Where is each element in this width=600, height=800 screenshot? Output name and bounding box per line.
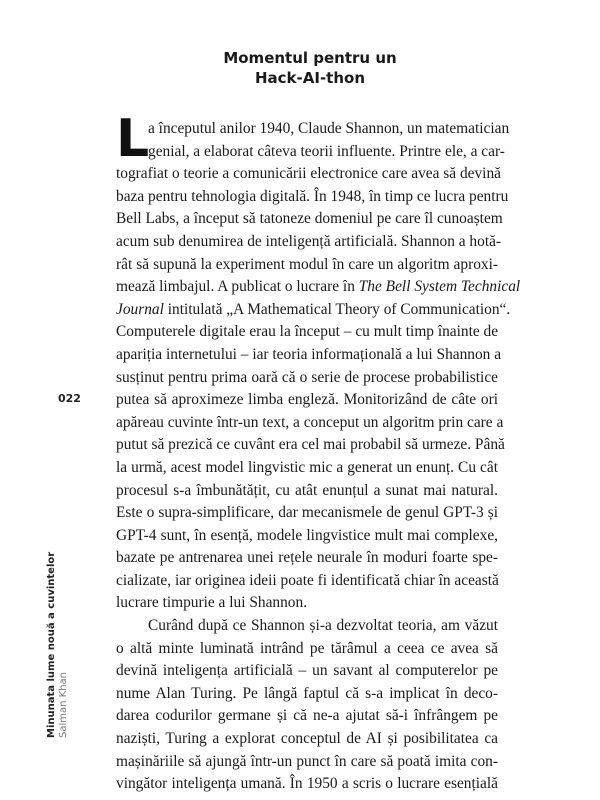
text-line-with-citation (116, 299, 511, 322)
text-line: cializate, iar originea ideii poate fi identificată chiar în această (116, 571, 499, 589)
text-fragment: intitulată „A Mathematical Theory of Communication“. (163, 300, 511, 318)
text-line: o altă minte luminată intrând pe tărâmul a ceea ce avea să (116, 639, 498, 657)
text-line: devină inteligența artificială – un savant al computerelor pe (116, 662, 498, 680)
journal-title-italic: The Bell System Technical (358, 278, 521, 296)
text-line: putea să aproximeze limba engleză. Monitorizând de câte ori (116, 391, 498, 409)
text-line: la urmă, acest model lingvistic mic a generat un enunț. Cu cât (116, 458, 498, 476)
text-line: apariția internetului – iar teoria informațională a lui Shannon a (116, 345, 502, 363)
text-line: Bell Labs, a început să tatoneze domeniul pe care îl cunoaștem (116, 210, 503, 228)
text-fragment: mează limbajul. A publicat o lucrare în (116, 278, 359, 296)
author-name: Salman Khan (58, 671, 69, 738)
text-line: GPT-4 sunt, în esență, modele lingvistice mult mai complexe, (116, 526, 498, 544)
text-line: susținut pentru prima oară că o serie de procese probabilistice (116, 368, 498, 386)
chapter-title (160, 48, 460, 88)
text-line-with-citation (116, 276, 521, 299)
text-line: mașinăriile să ajungă într-un punct în care să poată imita con- (116, 752, 498, 770)
text-line: Este o supra-simplificare, dar mecanismele de genul GPT-3 și (116, 504, 498, 522)
chapter-title-line-1: Momentul pentru un (223, 49, 397, 67)
text-line: vingător inteligența umană. În 1950 a scris o lucrare esențială (116, 775, 498, 793)
text-line: a începutul anilor 1940, Claude Shannon, un matematician (148, 120, 510, 137)
drop-cap: L (116, 109, 150, 169)
running-footer (46, 552, 70, 738)
text-line: apăreau cuvinte într-un text, a conceput un algoritm prin care a (116, 413, 504, 431)
text-line: bazate pe antrenarea unei rețele neurale în moduri foarte spe- (116, 549, 498, 567)
text-line: Curând după ce Shannon și-a dezvoltat teoria, am văzut (148, 617, 498, 635)
chapter-title-line-2: Hack-AI-thon (254, 69, 366, 87)
text-line: genial, a elaborat câteva teorii influente. Printre ele, a car- (148, 142, 505, 160)
text-line: rât să supună la experiment modul în care un algoritm aproxi- (116, 255, 498, 273)
text-line: acum sub denumirea de inteligență artificială. Shannon a hotă- (116, 232, 502, 250)
text-line: lucrare timpurie a lui Shannon. (116, 594, 308, 612)
page-number: 022 (58, 392, 81, 405)
text-line: putut să prezică ce cuvânt era cel mai probabil să urmeze. Până (116, 436, 505, 454)
text-line: Computerele digitale erau la început – cu mult timp înainte de (116, 323, 499, 341)
book-title: Minunata lume nouă a cuvintelor (46, 551, 57, 738)
text-line: tografiat o teorie a comunicării electronice care avea să devină (116, 165, 501, 183)
text-line: procesul s-a îmbunătățit, cu atât enunțul a sunat mai natural. (116, 481, 498, 499)
text-line: nume Alan Turing. Pe lângă faptul că s-a implicat în deco- (116, 684, 498, 702)
text-line: naziști, Turing a explorat conceptul de AI și posibilitatea ca (116, 730, 498, 748)
text-line: baza pentru tehnologia digitală. În 1948, în timp ce lucra pentru (116, 187, 509, 205)
journal-title-italic-end: Journal (116, 300, 164, 318)
body-text (116, 109, 521, 796)
text-line: darea codurilor germane și că ne-a ajutat să-i înfrângem pe (116, 707, 498, 725)
